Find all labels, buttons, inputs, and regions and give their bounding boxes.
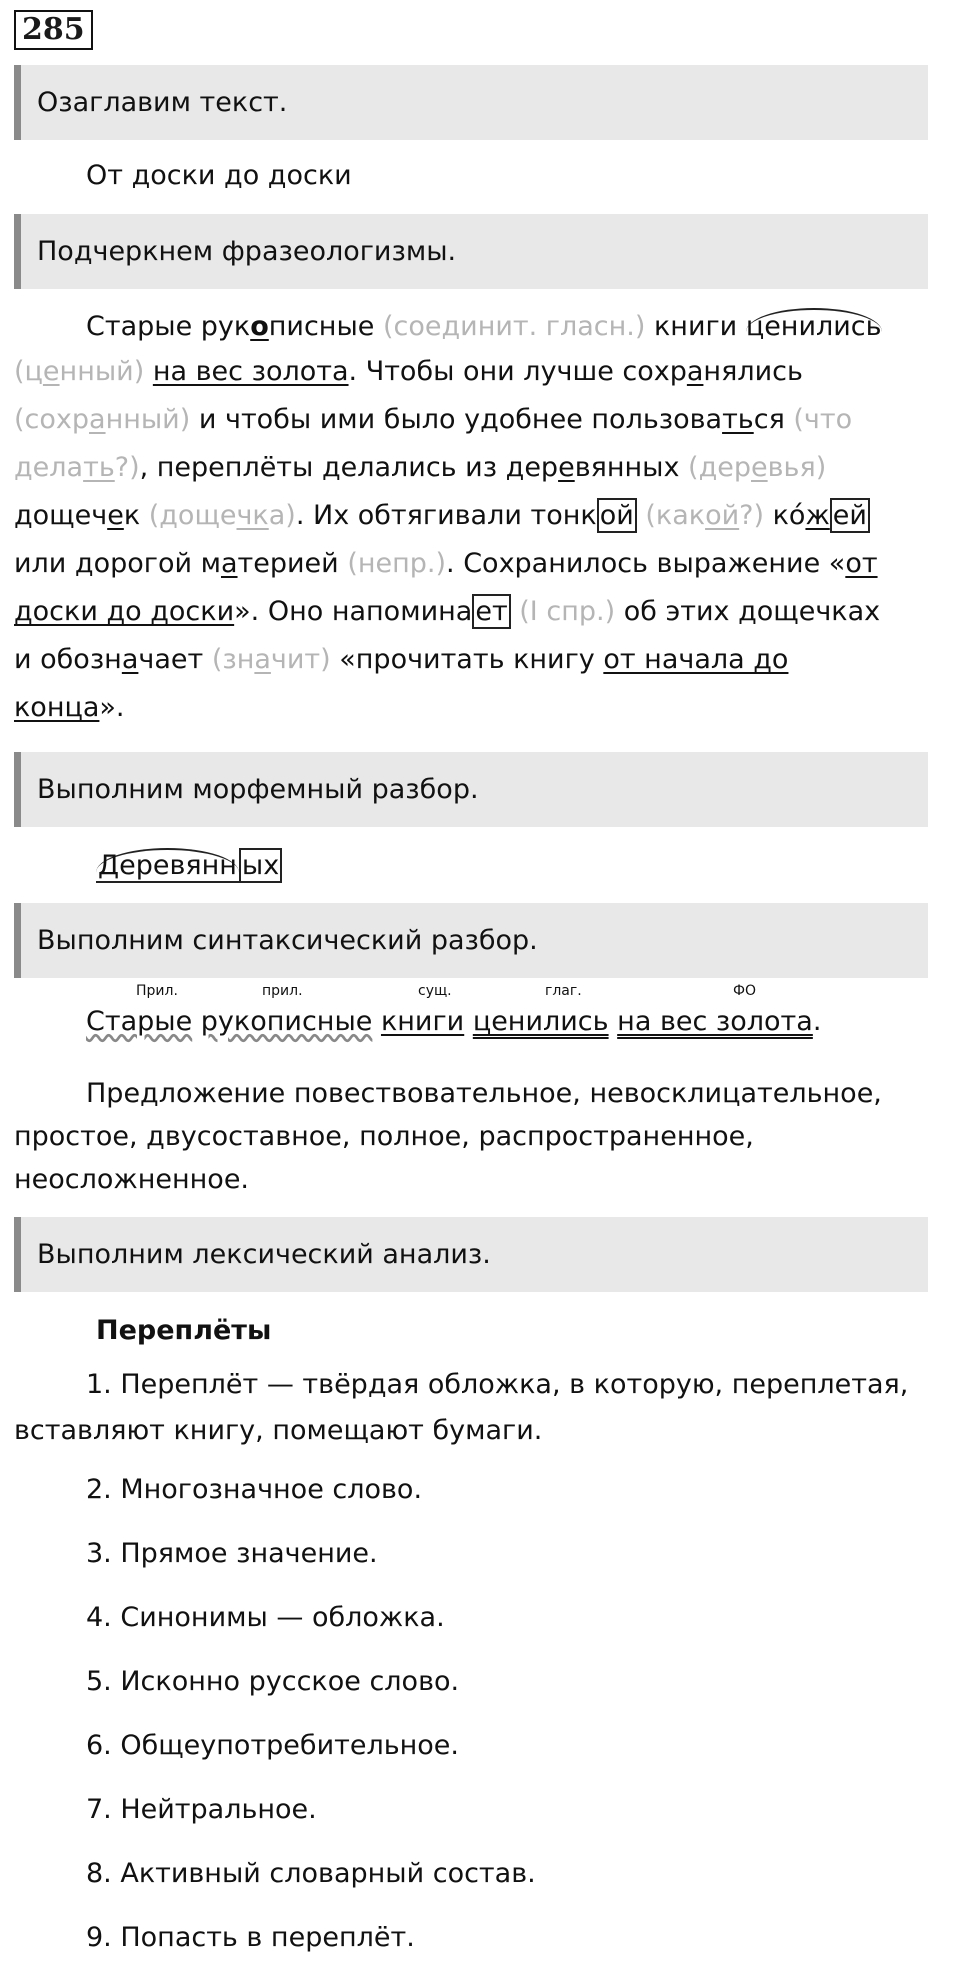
lexical-item-1: 1. Переплёт — твёрдая обложка, в которую, переплетая, вставляют книгу, помещают бумаги. — [14, 1369, 909, 1446]
task-syntax: Выполним синтаксический разбор. — [14, 903, 928, 978]
morpheme-word — [96, 848, 282, 883]
lexical-item: 3. Прямое значение. — [86, 1538, 378, 1569]
sentence-description: Предложение повествовательное, невосклицательное, простое, двусоставное, полное, распространенное, неосложненное. — [14, 1078, 882, 1195]
phraseologism-2: доски до доски — [14, 596, 235, 627]
text-line-9: конца». — [14, 692, 125, 723]
task-phraseology: Подчеркнем фразеологизмы. — [14, 214, 928, 289]
text-line-2: (ценный) на вес золота. Чтобы они лучше сохранялись — [14, 356, 803, 387]
text-line-7: доски до доски». Оно напомина ет (I спр.) об этих дощечках — [14, 596, 881, 627]
text-line-5: дощечек (дощечка). Их обтягивали тонк ой (какой?) ко́ж ей — [14, 500, 870, 531]
task-lexical: Выполним лексический анализ. — [14, 1217, 928, 1292]
main-text — [14, 300, 928, 730]
pos-label: Прил. — [136, 983, 178, 999]
pos-label: ФО — [733, 983, 757, 999]
pos-label: сущ. — [418, 983, 452, 999]
syntax-sentence: Старые рукописные книги ценились на вес золота. — [86, 1006, 822, 1037]
morpheme-stem: Деревянн — [98, 850, 237, 881]
lexical-item: 5. Исконно русское слово. — [86, 1666, 460, 1697]
pos-label: прил. — [262, 983, 303, 999]
text-line-4: делать?), переплёты делались из деревянных (деревья) — [14, 452, 827, 483]
lexical-item: 4. Синонимы — обложка. — [86, 1602, 445, 1633]
text-line-1: Старые рукописные (соединит. гласн.) книги ценились — [86, 308, 882, 342]
phraseologism-1: на вес золота — [152, 356, 349, 387]
pos-label: глаг. — [545, 983, 582, 999]
lexical-item: 7. Нейтральное. — [86, 1794, 317, 1825]
lexical-item: 6. Общеупотребительное. — [86, 1730, 459, 1761]
morpheme-ending: ых — [239, 848, 282, 883]
lexical-item: 9. Попасть в переплёт. — [86, 1922, 415, 1953]
lexical-item: 2. Многозначное слово. — [86, 1474, 423, 1505]
text-line-6: или дорогой материей (непр.). Сохранилось выражение «от — [14, 548, 878, 579]
exercise-number: 285 — [14, 10, 93, 50]
lexical-word: Переплёты — [96, 1315, 272, 1346]
text-line-8: и обозначает (значит) «прочитать книгу от начала до — [14, 644, 789, 675]
text-title: От доски до доски — [86, 160, 352, 191]
lexical-item: 8. Активный словарный состав. — [86, 1858, 536, 1889]
task-morpheme: Выполним морфемный разбор. — [14, 752, 928, 827]
phraseologism-3: от начала до — [603, 644, 789, 675]
text-line-3: (сохранный) и чтобы ими было удобнее пользоваться (что — [14, 404, 853, 435]
task-title: Озаглавим текст. — [14, 65, 928, 140]
